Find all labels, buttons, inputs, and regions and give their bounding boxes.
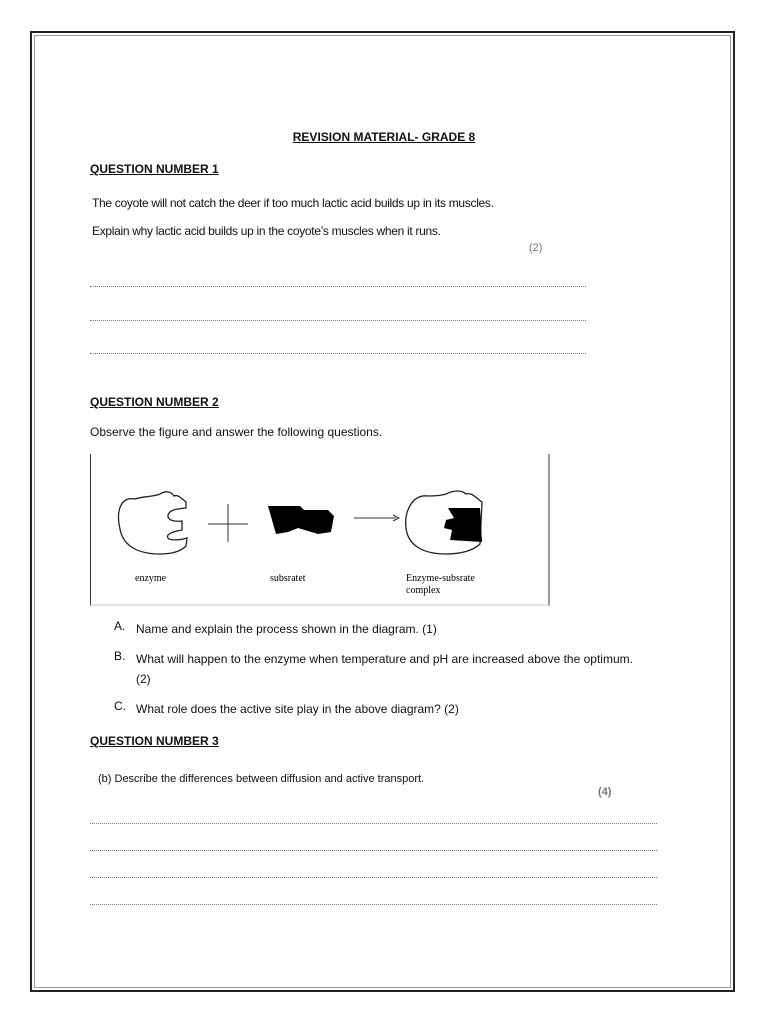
question-1-prompt: Explain why lactic acid builds up in the coyote’s muscles when it runs.: [92, 224, 441, 238]
question-3-marks: (4): [598, 786, 612, 798]
list-marker: B.: [114, 649, 126, 663]
question-1-heading: QUESTION NUMBER 1: [90, 162, 219, 176]
answer-line: [90, 877, 657, 878]
answer-line: [90, 823, 657, 824]
answer-line: [90, 286, 586, 287]
list-marker: C.: [114, 699, 126, 713]
question-3-prompt: (b) Describe the differences between diffusion and active transport.: [98, 773, 425, 785]
label-complex-2: complex: [406, 585, 441, 596]
list-text: What role does the active site play in the above diagram? (2): [136, 702, 459, 716]
label-substrate: subsratet: [270, 573, 306, 584]
question-1-statement: The coyote will not catch the deer if too much lactic acid builds up in its muscles.: [92, 196, 494, 210]
question-2-intro: Observe the figure and answer the following questions.: [90, 425, 383, 439]
complex-substrate-shape: [444, 508, 482, 542]
document-title: REVISION MATERIAL- GRADE 8: [292, 130, 476, 144]
label-enzyme: enzyme: [135, 573, 167, 584]
label-complex: Enzyme-subsrate: [406, 573, 475, 584]
question-3-heading: QUESTION NUMBER 3: [90, 734, 219, 748]
enzyme-diagram: [90, 454, 550, 606]
answer-line: [90, 904, 657, 905]
list-text: Name and explain the process shown in the diagram. (1): [136, 622, 437, 636]
answer-line: [90, 353, 586, 354]
answer-line: [90, 320, 586, 321]
enzyme-shape: [119, 492, 187, 554]
list-text: What will happen to the enzyme when temperature and pH are increased above the optimum. (2): [136, 652, 660, 686]
list-marker: A.: [114, 619, 126, 633]
answer-line: [90, 850, 657, 851]
enzyme-substrate-figure: [90, 454, 550, 606]
question-2-heading: QUESTION NUMBER 2: [90, 395, 219, 409]
substrate-shape: [268, 506, 334, 534]
question-1-marks: (2): [529, 242, 543, 254]
